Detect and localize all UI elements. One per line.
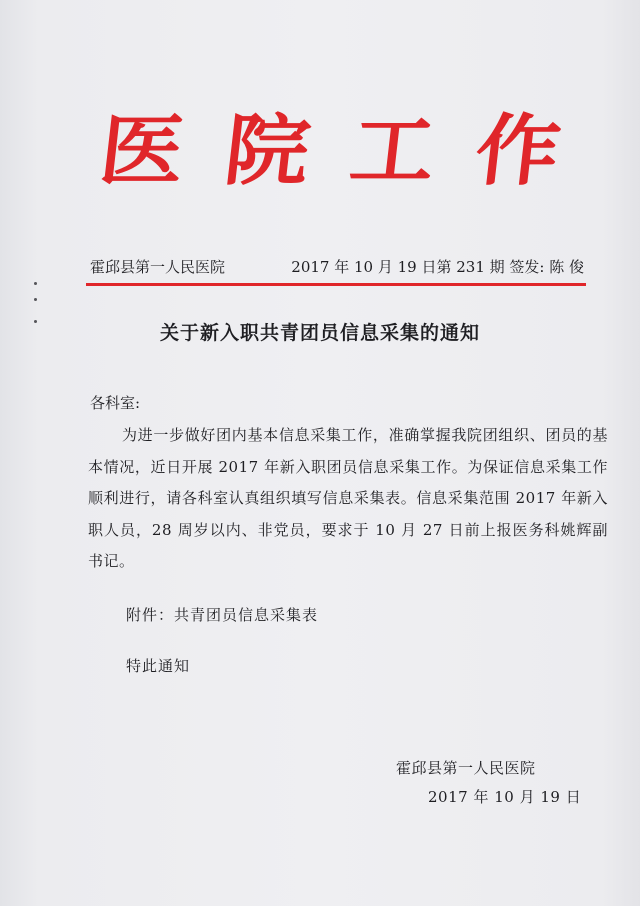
issuing-organization: 霍邱县第一人民医院	[90, 258, 226, 276]
attachment-line: 附件：共青团员信息采集表	[126, 606, 319, 624]
issue-line	[90, 256, 584, 277]
masthead-char: 医	[94, 105, 190, 197]
masthead-char: 作	[470, 105, 566, 197]
signature-organization: 霍邱县第一人民医院	[396, 759, 536, 777]
red-divider-line	[86, 283, 586, 286]
masthead-char: 工	[345, 105, 440, 197]
punch-mark	[34, 298, 37, 301]
punch-mark	[34, 282, 37, 285]
body-paragraph: 为进一步做好团内基本信息采集工作，准确掌握我院团组织、团员的基本情况，近日开展 2017 年新入职团员信息采集工作。为保证信息采集工作顺利进行，请各科室认真组织填写信息采集表。信息采集范围 2017 年新入职人员，28 周岁以内、非党员，要求于 10 月 27 日前上报医务科姚辉副书记。	[88, 426, 608, 570]
body-text	[88, 420, 608, 578]
document-title: 关于新入职共青团员信息采集的通知	[159, 322, 480, 344]
masthead-title	[94, 100, 566, 201]
closing-line: 特此通知	[126, 657, 191, 675]
issue-info: 2017 年 10 月 19 日第 231 期 签发: 陈 俊	[291, 258, 584, 276]
masthead-char: 院	[220, 105, 315, 197]
punch-mark	[34, 320, 37, 323]
salutation: 各科室:	[90, 394, 141, 412]
signature-date: 2017 年 10 月 19 日	[428, 788, 582, 806]
